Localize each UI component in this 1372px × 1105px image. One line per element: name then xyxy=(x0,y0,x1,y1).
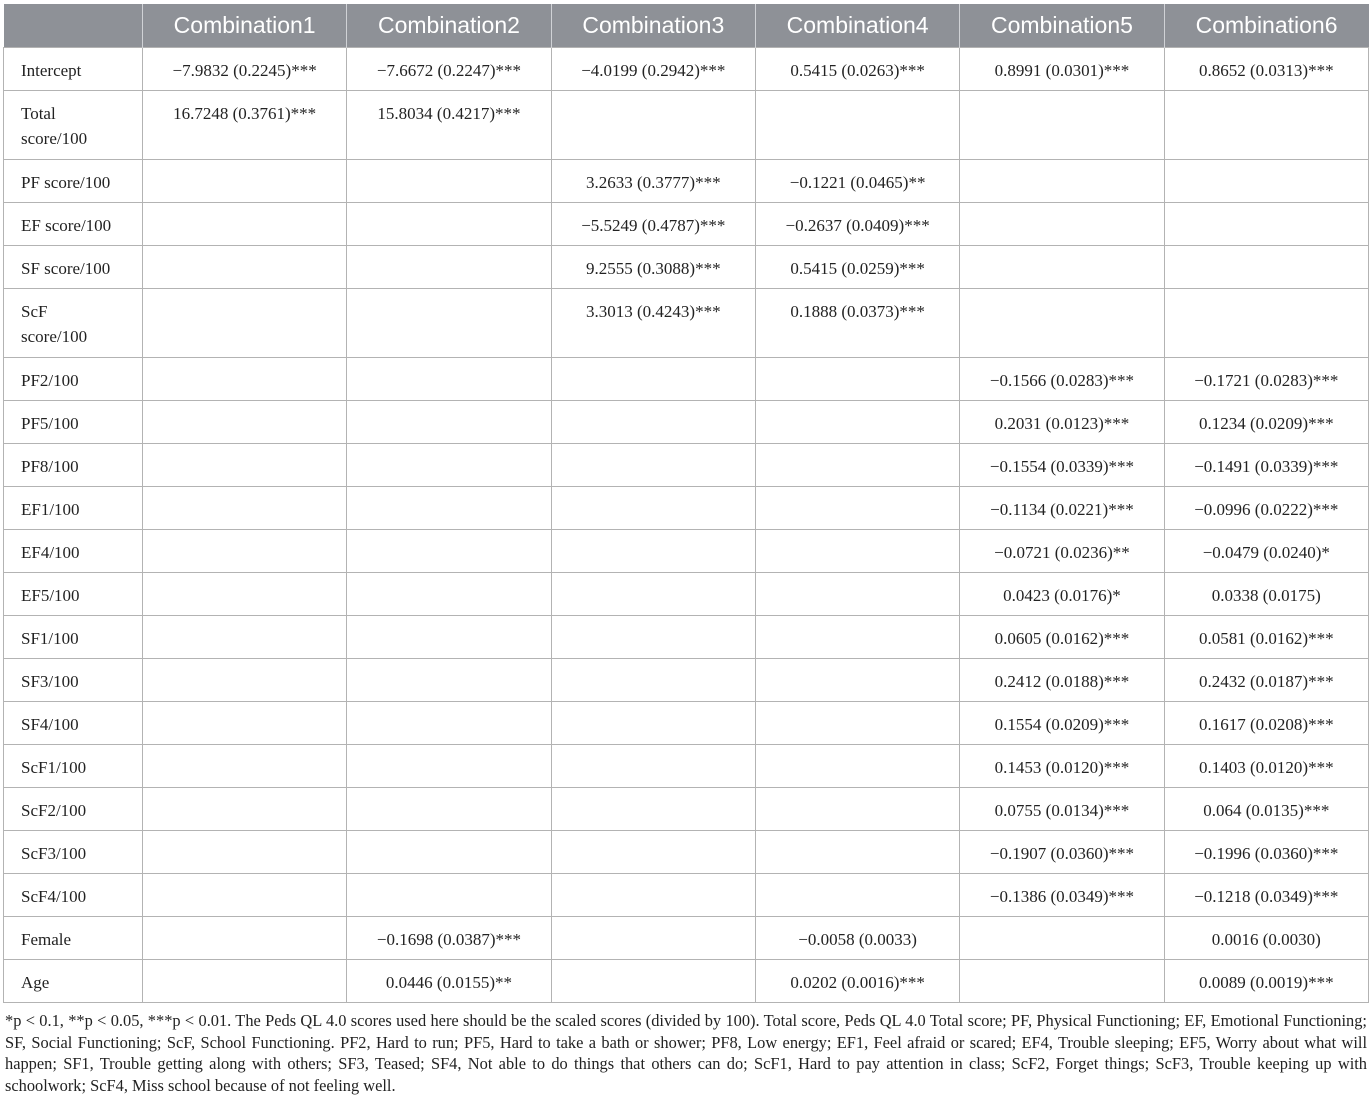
row-label: Age xyxy=(4,960,143,1003)
table-cell: −0.1134 (0.0221)*** xyxy=(960,487,1164,530)
table-cell: 9.2555 (0.3088)*** xyxy=(551,246,755,289)
table-cell xyxy=(347,246,551,289)
table-cell xyxy=(142,573,346,616)
table-cell: −0.1698 (0.0387)*** xyxy=(347,917,551,960)
table-cell: −0.0721 (0.0236)** xyxy=(960,530,1164,573)
table-cell xyxy=(142,444,346,487)
table-cell xyxy=(142,788,346,831)
header-combination1: Combination1 xyxy=(142,4,346,48)
header-combination6: Combination6 xyxy=(1164,4,1368,48)
table-cell: 0.1554 (0.0209)*** xyxy=(960,702,1164,745)
table-cell xyxy=(1164,203,1368,246)
table-cell xyxy=(755,401,959,444)
table-cell xyxy=(1164,91,1368,160)
table-cell: −0.1566 (0.0283)*** xyxy=(960,358,1164,401)
table-cell xyxy=(755,487,959,530)
table-cell xyxy=(960,917,1164,960)
table-cell xyxy=(142,203,346,246)
table-cell xyxy=(755,831,959,874)
table-row xyxy=(4,487,1369,530)
table-cell xyxy=(142,659,346,702)
table-cell: −0.1907 (0.0360)*** xyxy=(960,831,1164,874)
table-cell xyxy=(142,530,346,573)
table-cell: 0.064 (0.0135)*** xyxy=(1164,788,1368,831)
table-cell xyxy=(347,358,551,401)
header-combination4: Combination4 xyxy=(755,4,959,48)
table-cell: −0.1721 (0.0283)*** xyxy=(1164,358,1368,401)
table-row xyxy=(4,917,1369,960)
table-cell: −0.1218 (0.0349)*** xyxy=(1164,874,1368,917)
table-row xyxy=(4,160,1369,203)
row-label: EF1/100 xyxy=(4,487,143,530)
table-row xyxy=(4,702,1369,745)
table-row xyxy=(4,788,1369,831)
table-cell xyxy=(347,444,551,487)
table-cell xyxy=(551,788,755,831)
table-cell xyxy=(347,401,551,444)
table-cell: −0.0996 (0.0222)*** xyxy=(1164,487,1368,530)
table-row xyxy=(4,91,1369,160)
table-row xyxy=(4,831,1369,874)
table-cell: 0.1617 (0.0208)*** xyxy=(1164,702,1368,745)
table-cell xyxy=(755,745,959,788)
table-cell: −7.9832 (0.2245)*** xyxy=(142,48,346,91)
table-cell xyxy=(1164,160,1368,203)
table-cell xyxy=(551,917,755,960)
table-header xyxy=(4,4,1369,48)
table-cell xyxy=(960,160,1164,203)
table-cell: 0.1403 (0.0120)*** xyxy=(1164,745,1368,788)
table-cell: 0.0581 (0.0162)*** xyxy=(1164,616,1368,659)
table-cell: 0.1234 (0.0209)*** xyxy=(1164,401,1368,444)
table-cell xyxy=(347,788,551,831)
table-footnote: *p < 0.1, **p < 0.05, ***p < 0.01. The Peds QL 4.0 scores used here should be the scaled scores (divided by 100). Total score, Peds QL 4.0 Total score; PF, Physical Functioning; EF, Emotional Functioning; SF, Social Functioning; ScF, School Functioning. PF2, Hard to run; PF5, Hard to take a bath or shower; PF8, Low energy; EF1, Feel afraid or scared; EF4, Trouble sleeping; EF5, Worry about what will happen; SF1, Trouble getting along with others; SF3, Teased; SF4, Not able to do things that others can do; ScF1, Hard to pay attention in class; ScF2, Forget things; ScF3, Trouble keeping up with schoolwork; ScF4, Miss school because of not feeling well. xyxy=(5,1011,1367,1095)
table-row xyxy=(4,573,1369,616)
table-cell xyxy=(551,444,755,487)
table-cell xyxy=(142,917,346,960)
table-cell: 0.5415 (0.0259)*** xyxy=(755,246,959,289)
table-cell: −0.1221 (0.0465)** xyxy=(755,160,959,203)
row-label: EF4/100 xyxy=(4,530,143,573)
header-combination5: Combination5 xyxy=(960,4,1164,48)
table-cell: −0.1491 (0.0339)*** xyxy=(1164,444,1368,487)
table-cell: 0.8991 (0.0301)*** xyxy=(960,48,1164,91)
table-cell xyxy=(1164,246,1368,289)
row-label: PF5/100 xyxy=(4,401,143,444)
table-cell: 0.0605 (0.0162)*** xyxy=(960,616,1164,659)
table-cell xyxy=(755,788,959,831)
table-cell xyxy=(755,874,959,917)
table-cell: 0.0446 (0.0155)** xyxy=(347,960,551,1003)
row-label: Intercept xyxy=(4,48,143,91)
table-row xyxy=(4,246,1369,289)
table-cell xyxy=(960,289,1164,358)
table-cell xyxy=(347,289,551,358)
table-cell xyxy=(142,487,346,530)
table-row xyxy=(4,401,1369,444)
table-cell xyxy=(142,401,346,444)
table-cell: 0.2031 (0.0123)*** xyxy=(960,401,1164,444)
table-cell: 0.1888 (0.0373)*** xyxy=(755,289,959,358)
table-cell: 0.5415 (0.0263)*** xyxy=(755,48,959,91)
table-cell xyxy=(755,702,959,745)
row-label: Female xyxy=(4,917,143,960)
table-cell xyxy=(755,91,959,160)
row-label: ScF1/100 xyxy=(4,745,143,788)
table-cell: 0.2432 (0.0187)*** xyxy=(1164,659,1368,702)
table-cell: −5.5249 (0.4787)*** xyxy=(551,203,755,246)
table-row xyxy=(4,530,1369,573)
table-cell xyxy=(1164,289,1368,358)
row-label: SF4/100 xyxy=(4,702,143,745)
table-cell xyxy=(347,874,551,917)
row-label: ScF4/100 xyxy=(4,874,143,917)
table-cell xyxy=(142,874,346,917)
row-label: SF1/100 xyxy=(4,616,143,659)
row-label: ScF3/100 xyxy=(4,831,143,874)
table-cell xyxy=(755,573,959,616)
row-label: EF score/100 xyxy=(4,203,143,246)
table-cell xyxy=(347,160,551,203)
table-cell xyxy=(347,487,551,530)
row-label: PF8/100 xyxy=(4,444,143,487)
table-cell xyxy=(142,289,346,358)
table-row xyxy=(4,48,1369,91)
row-label: PF score/100 xyxy=(4,160,143,203)
table-cell xyxy=(551,530,755,573)
table-row xyxy=(4,289,1369,358)
table-row xyxy=(4,203,1369,246)
table-cell: 0.2412 (0.0188)*** xyxy=(960,659,1164,702)
row-label: Total score/100 xyxy=(4,91,143,160)
table-cell xyxy=(347,616,551,659)
table-cell xyxy=(347,745,551,788)
table-cell xyxy=(347,573,551,616)
table-cell: −0.1554 (0.0339)*** xyxy=(960,444,1164,487)
table-cell: 0.0423 (0.0176)* xyxy=(960,573,1164,616)
row-label: ScF2/100 xyxy=(4,788,143,831)
table-cell xyxy=(142,246,346,289)
table-cell xyxy=(755,530,959,573)
table-cell: 15.8034 (0.4217)*** xyxy=(347,91,551,160)
table-cell xyxy=(755,616,959,659)
table-cell xyxy=(755,444,959,487)
header-row xyxy=(4,4,1369,48)
table-cell: 0.0338 (0.0175) xyxy=(1164,573,1368,616)
table-cell xyxy=(960,91,1164,160)
table-cell xyxy=(142,616,346,659)
table-row xyxy=(4,444,1369,487)
table-cell xyxy=(347,659,551,702)
table-cell xyxy=(755,659,959,702)
table-cell: −7.6672 (0.2247)*** xyxy=(347,48,551,91)
row-label: PF2/100 xyxy=(4,358,143,401)
table-cell xyxy=(551,874,755,917)
table-cell xyxy=(142,831,346,874)
table-row xyxy=(4,358,1369,401)
table-cell xyxy=(551,616,755,659)
table-cell: 0.0089 (0.0019)*** xyxy=(1164,960,1368,1003)
table-cell: 0.1453 (0.0120)*** xyxy=(960,745,1164,788)
table-cell xyxy=(347,530,551,573)
table-cell xyxy=(347,203,551,246)
header-stub xyxy=(4,4,143,48)
table-cell: 0.0202 (0.0016)*** xyxy=(755,960,959,1003)
table-cell xyxy=(142,960,346,1003)
table-cell: 16.7248 (0.3761)*** xyxy=(142,91,346,160)
table-cell: −0.1386 (0.0349)*** xyxy=(960,874,1164,917)
table-cell xyxy=(142,358,346,401)
table-cell xyxy=(551,487,755,530)
table-cell xyxy=(960,246,1164,289)
table-cell xyxy=(551,659,755,702)
table-row xyxy=(4,960,1369,1003)
table-cell xyxy=(551,702,755,745)
table-cell xyxy=(347,702,551,745)
table-cell xyxy=(551,745,755,788)
row-label: ScF score/100 xyxy=(4,289,143,358)
table-cell: 0.0016 (0.0030) xyxy=(1164,917,1368,960)
table-cell: 0.0755 (0.0134)*** xyxy=(960,788,1164,831)
header-combination2: Combination2 xyxy=(347,4,551,48)
table-cell xyxy=(960,203,1164,246)
table-row xyxy=(4,745,1369,788)
table-cell: −0.1996 (0.0360)*** xyxy=(1164,831,1368,874)
table-cell: −4.0199 (0.2942)*** xyxy=(551,48,755,91)
table-body xyxy=(4,48,1369,1003)
table-cell: 3.3013 (0.4243)*** xyxy=(551,289,755,358)
row-label: EF5/100 xyxy=(4,573,143,616)
table-cell xyxy=(142,745,346,788)
table-cell xyxy=(551,831,755,874)
table-cell xyxy=(551,358,755,401)
table-cell xyxy=(142,160,346,203)
table-cell xyxy=(347,831,551,874)
table-cell xyxy=(142,702,346,745)
table-cell: −0.0058 (0.0033) xyxy=(755,917,959,960)
table-row xyxy=(4,659,1369,702)
regression-table xyxy=(3,4,1369,1003)
table-row xyxy=(4,874,1369,917)
row-label: SF score/100 xyxy=(4,246,143,289)
table-cell xyxy=(960,960,1164,1003)
table-cell: 3.2633 (0.3777)*** xyxy=(551,160,755,203)
table-cell xyxy=(551,401,755,444)
table-cell xyxy=(551,91,755,160)
row-label: SF3/100 xyxy=(4,659,143,702)
table-row xyxy=(4,616,1369,659)
table-cell xyxy=(755,358,959,401)
table-cell: −0.0479 (0.0240)* xyxy=(1164,530,1368,573)
table-cell: −0.2637 (0.0409)*** xyxy=(755,203,959,246)
header-combination3: Combination3 xyxy=(551,4,755,48)
table-cell xyxy=(551,960,755,1003)
table-cell: 0.8652 (0.0313)*** xyxy=(1164,48,1368,91)
table-cell xyxy=(551,573,755,616)
